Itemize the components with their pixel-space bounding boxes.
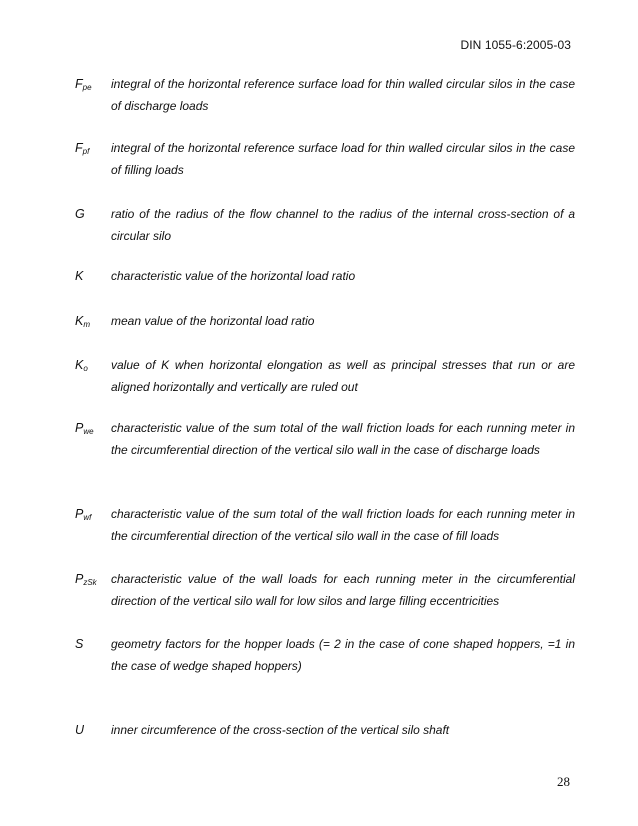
symbol: U: [75, 723, 85, 737]
definition-entry: [75, 417, 575, 461]
definition-entry: [75, 568, 575, 612]
definition-entry: [75, 633, 575, 677]
definition-text: characteristic value of the wall loads for each running meter in the circumferential direction of the vertical silo wall for low silos and large filling eccentricities: [111, 572, 575, 608]
definition-text: characteristic value of the sum total of the wall friction loads for each running meter in the circumferential direction of the vertical silo wall in the case of discharge loads: [111, 421, 575, 457]
definition-entry: [75, 73, 575, 117]
symbol: $F_{pf}$: [75, 141, 90, 156]
symbol: $P_{zSk}$: [75, 572, 97, 587]
definition-text: integral of the horizontal reference surface load for thin walled circular silos in the case of filling loads: [111, 141, 575, 177]
definition-entry: [75, 354, 575, 398]
definition-text: characteristic value of the horizontal load ratio: [111, 269, 356, 283]
symbol: $K_m$: [75, 314, 91, 329]
symbol: $K_o$: [75, 358, 88, 373]
definition-entry: [75, 137, 575, 181]
definition-entry: [75, 265, 575, 287]
definition-text: characteristic value of the sum total of the wall friction loads for each running meter in the circumferential direction of the vertical silo wall in the case of fill loads: [111, 507, 575, 543]
symbol: S: [75, 637, 84, 651]
symbol: $P_{wf}$: [75, 507, 92, 522]
definition-entry: [75, 503, 575, 547]
definition-text: geometry factors for the hopper loads (= 2 in the case of cone shaped hoppers, =1 in the case of wedge shaped hoppers): [111, 637, 575, 673]
definition-text: inner circumference of the cross-section of the vertical silo shaft: [111, 723, 450, 737]
definition-entry: [75, 203, 575, 247]
definition-text: integral of the horizontal reference surface load for thin walled circular silos in the case of discharge loads: [111, 77, 575, 113]
page-number: 28: [557, 774, 570, 789]
symbol: $F_{pe}$: [75, 77, 92, 92]
definition-entry: [75, 310, 575, 332]
definition-entry: [75, 719, 575, 741]
document-header: DIN 1055-6:2005-03: [460, 38, 571, 52]
definition-text: value of K when horizontal elongation as well as principal stresses that run or are aligned horizontally and vertically are ruled out: [111, 358, 575, 394]
symbol: $P_{we}$: [75, 421, 94, 436]
symbol: G: [75, 207, 85, 221]
symbol: K: [75, 269, 84, 283]
definition-text: mean value of the horizontal load ratio: [111, 314, 315, 328]
definition-text: ratio of the radius of the flow channel to the radius of the internal cross-section of a circular silo: [111, 207, 575, 243]
